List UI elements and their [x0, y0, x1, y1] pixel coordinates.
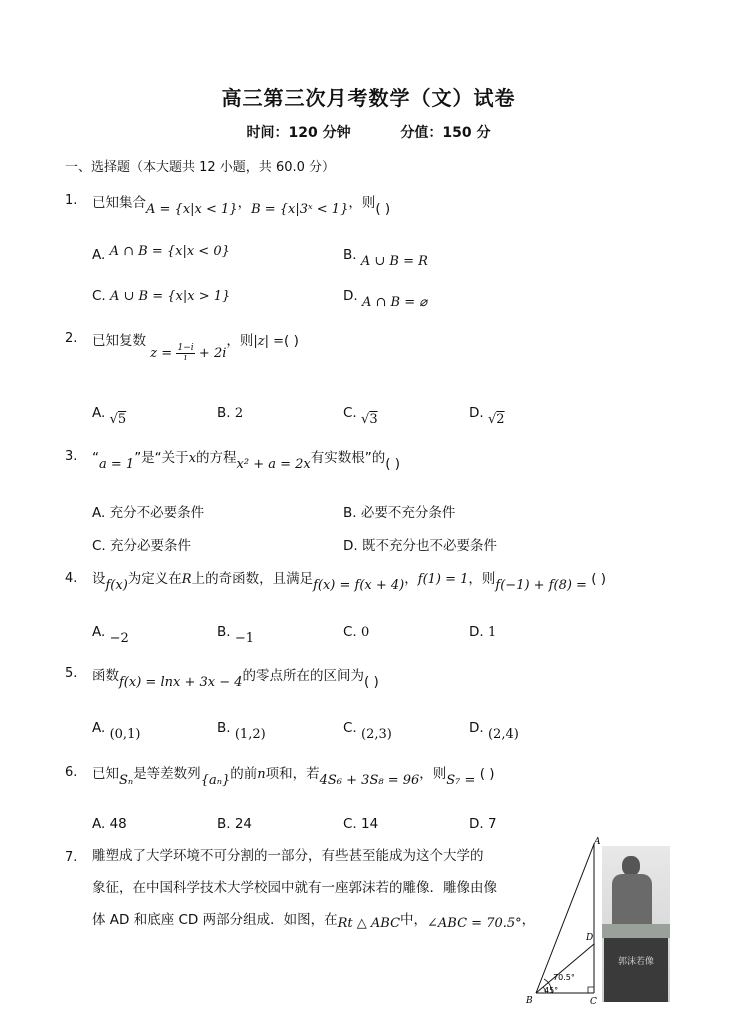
pedestal-inscription: 郭沫若像 [617, 957, 654, 967]
option-b [217, 405, 243, 421]
math: + 2i [198, 346, 227, 361]
math: −1 [234, 631, 255, 646]
option-a [92, 720, 141, 742]
math: S₇ = [446, 773, 476, 788]
math: A ∩ B = ⌀ [361, 295, 428, 310]
math: 2 [234, 406, 244, 421]
option-c [343, 720, 392, 742]
math: A ∪ B = {x|x > 1} [110, 289, 231, 304]
denominator: i [184, 352, 187, 363]
text: 已知 [92, 766, 119, 782]
option-letter: C. [343, 720, 357, 736]
text: 已知复数 [92, 333, 146, 349]
time-label: 时间：120 分钟 [246, 125, 351, 141]
math: (2,4) [487, 727, 519, 742]
page-title: 高三第三次月考数学（文）试卷 [221, 86, 516, 110]
text: ， [521, 912, 536, 928]
text: ，则 [419, 766, 447, 782]
math: Rt △ ABC [337, 916, 401, 931]
numerator: 1−i [177, 342, 194, 353]
math: f(x) [105, 578, 128, 593]
option-c: C. 14 [343, 816, 379, 832]
angle-label-45: 45° [544, 986, 559, 995]
option-c: C. 充分必要条件 [92, 538, 192, 554]
math: f(x) = f(x + 4) [313, 578, 405, 593]
q7-line-3 [92, 904, 536, 937]
math: {aₙ} [200, 773, 231, 788]
question-1-stem [92, 191, 391, 217]
text: 的方程 [196, 450, 237, 466]
math: A ∩ B = {x|x < 0} [109, 244, 230, 259]
option-a [92, 244, 230, 263]
question-6-stem [92, 762, 495, 788]
sqrt-math: √5 [109, 412, 127, 427]
math: ∠ABC = 70.5° [427, 916, 522, 931]
question-number: 1. [65, 193, 78, 208]
answer-paren: ( ) [591, 571, 607, 587]
section-heading: 一、选择题（本大题共 12 小题，共 60.0 分） [65, 160, 336, 175]
statue-pedestal [604, 938, 668, 1002]
sqrt-math: √3 [361, 412, 378, 427]
math: f(x) = lnx + 3x − 4 [119, 675, 243, 690]
answer-paren: ( ) [375, 201, 391, 217]
option-a: A. 充分不必要条件 [92, 505, 205, 521]
right-angle-mark [588, 987, 594, 993]
question-number: 5. [65, 666, 78, 681]
text: ， [237, 195, 252, 211]
option-letter: D. [469, 405, 484, 421]
radicand: 5 [117, 412, 127, 427]
q7-line-2: 象征，在中国科学技术大学校园中就有一座郭沫若的雕像．雕像由像 [92, 880, 497, 896]
text: “ [92, 450, 99, 466]
radicand: 3 [369, 412, 378, 427]
foliage [602, 924, 670, 938]
option-letter: A. [92, 405, 106, 421]
question-7-stem [92, 840, 536, 937]
text: ，则 [226, 333, 254, 349]
math: n [257, 767, 266, 782]
option-b: B. 必要不充分条件 [343, 505, 456, 521]
q7-figure [518, 836, 678, 1012]
option-letter: C. [92, 288, 106, 304]
question-2-stem [92, 329, 299, 363]
answer-paren: ( ) [364, 674, 379, 690]
option-a [92, 405, 127, 427]
math: 4S₆ + 3S₈ = 96 [319, 773, 420, 788]
text: ，则 [468, 571, 496, 587]
text: 有实数根”的 [310, 450, 386, 466]
math: (0,1) [109, 727, 141, 742]
label-a: A [594, 837, 601, 847]
math: R [181, 572, 192, 587]
option-a [92, 624, 129, 646]
statue-photo [602, 846, 670, 1002]
option-letter: B. [217, 405, 231, 421]
question-number: 7. [65, 850, 78, 865]
option-b [217, 624, 255, 646]
math: x [188, 451, 197, 466]
angle-label-70: 70.5° [553, 973, 575, 982]
math: 0 [361, 625, 370, 640]
answer-paren: ( ) [385, 456, 401, 472]
exam-info [0, 122, 737, 142]
question-4-stem [92, 567, 607, 593]
option-b [217, 720, 266, 742]
text: 设 [92, 571, 106, 587]
option-letter: A. [92, 624, 106, 640]
math: |z| = [253, 334, 285, 349]
text: 上的奇函数，且满足 [191, 571, 314, 587]
radicand: 2 [496, 412, 505, 427]
fraction [176, 344, 194, 363]
option-d: D. 既不充分也不必要条件 [343, 538, 497, 554]
math: A = {x|x < 1} [146, 202, 238, 217]
score-label: 分值：150 分 [400, 125, 491, 141]
option-a: A. 48 [92, 816, 127, 832]
option-b [343, 247, 428, 269]
option-c [343, 624, 369, 640]
math: (1,2) [234, 727, 266, 742]
q7-line-1: 雕塑成了大学环境不可分割的一部分，有些甚至能成为这个大学的 [92, 848, 484, 864]
question-number: 3. [65, 449, 78, 464]
text: 是等差数列 [133, 766, 201, 782]
text: ”是“关于 [134, 450, 189, 466]
question-number: 6. [65, 765, 78, 780]
option-letter: C. [343, 624, 357, 640]
option-c [343, 405, 378, 427]
text: 中， [400, 912, 428, 928]
question-5-stem [92, 664, 379, 690]
answer-paren: ( ) [479, 766, 495, 782]
option-c [92, 288, 230, 304]
answer-paren: ( ) [284, 333, 299, 349]
math: a = 1 [99, 457, 135, 472]
math: 1 [487, 625, 497, 640]
math: Sₙ [119, 773, 134, 788]
option-d [343, 288, 428, 310]
math: z = [150, 346, 173, 361]
text: ，则 [348, 195, 376, 211]
text: 体 AD 和底座 CD 两部分组成．如图，在 [92, 912, 338, 928]
option-d [469, 405, 505, 427]
option-letter: A. [92, 720, 106, 736]
option-letter: B. [343, 247, 357, 263]
math: A ∪ B = R [360, 254, 428, 269]
side-ab [536, 844, 594, 993]
text: 为定义在 [127, 571, 182, 587]
option-letter: D. [469, 624, 484, 640]
sqrt-math: √2 [487, 412, 505, 427]
option-letter: D. [469, 720, 484, 736]
text: 的前 [230, 766, 258, 782]
option-d: D. 7 [469, 816, 497, 832]
option-letter: D. [343, 288, 358, 304]
option-d [469, 624, 496, 640]
text: 函数 [92, 668, 119, 684]
option-letter: A. [92, 247, 106, 263]
label-c: C [590, 997, 597, 1007]
option-letter: C. [343, 405, 357, 421]
math: f(1) = 1 [417, 572, 469, 587]
math: −2 [109, 631, 129, 646]
math: B = {x|3ˣ < 1} [251, 202, 349, 217]
question-number: 4. [65, 571, 78, 586]
math: x² + a = 2x [236, 457, 311, 472]
option-letter: B. [217, 624, 231, 640]
text: 已知集合 [92, 195, 146, 211]
statue-head [622, 856, 640, 876]
option-b: B. 24 [217, 816, 253, 832]
question-3-stem [92, 446, 401, 472]
label-d: D [586, 933, 594, 943]
question-number: 2. [65, 331, 78, 346]
math: f(−1) + f(8) = [495, 578, 587, 593]
option-letter: B. [217, 720, 231, 736]
text: 项和，若 [265, 766, 320, 782]
text: ， [404, 571, 418, 587]
option-d [469, 720, 519, 742]
label-b: B [526, 996, 533, 1006]
text: 的零点所在的区间为 [242, 668, 364, 684]
math: (2,3) [361, 727, 392, 742]
